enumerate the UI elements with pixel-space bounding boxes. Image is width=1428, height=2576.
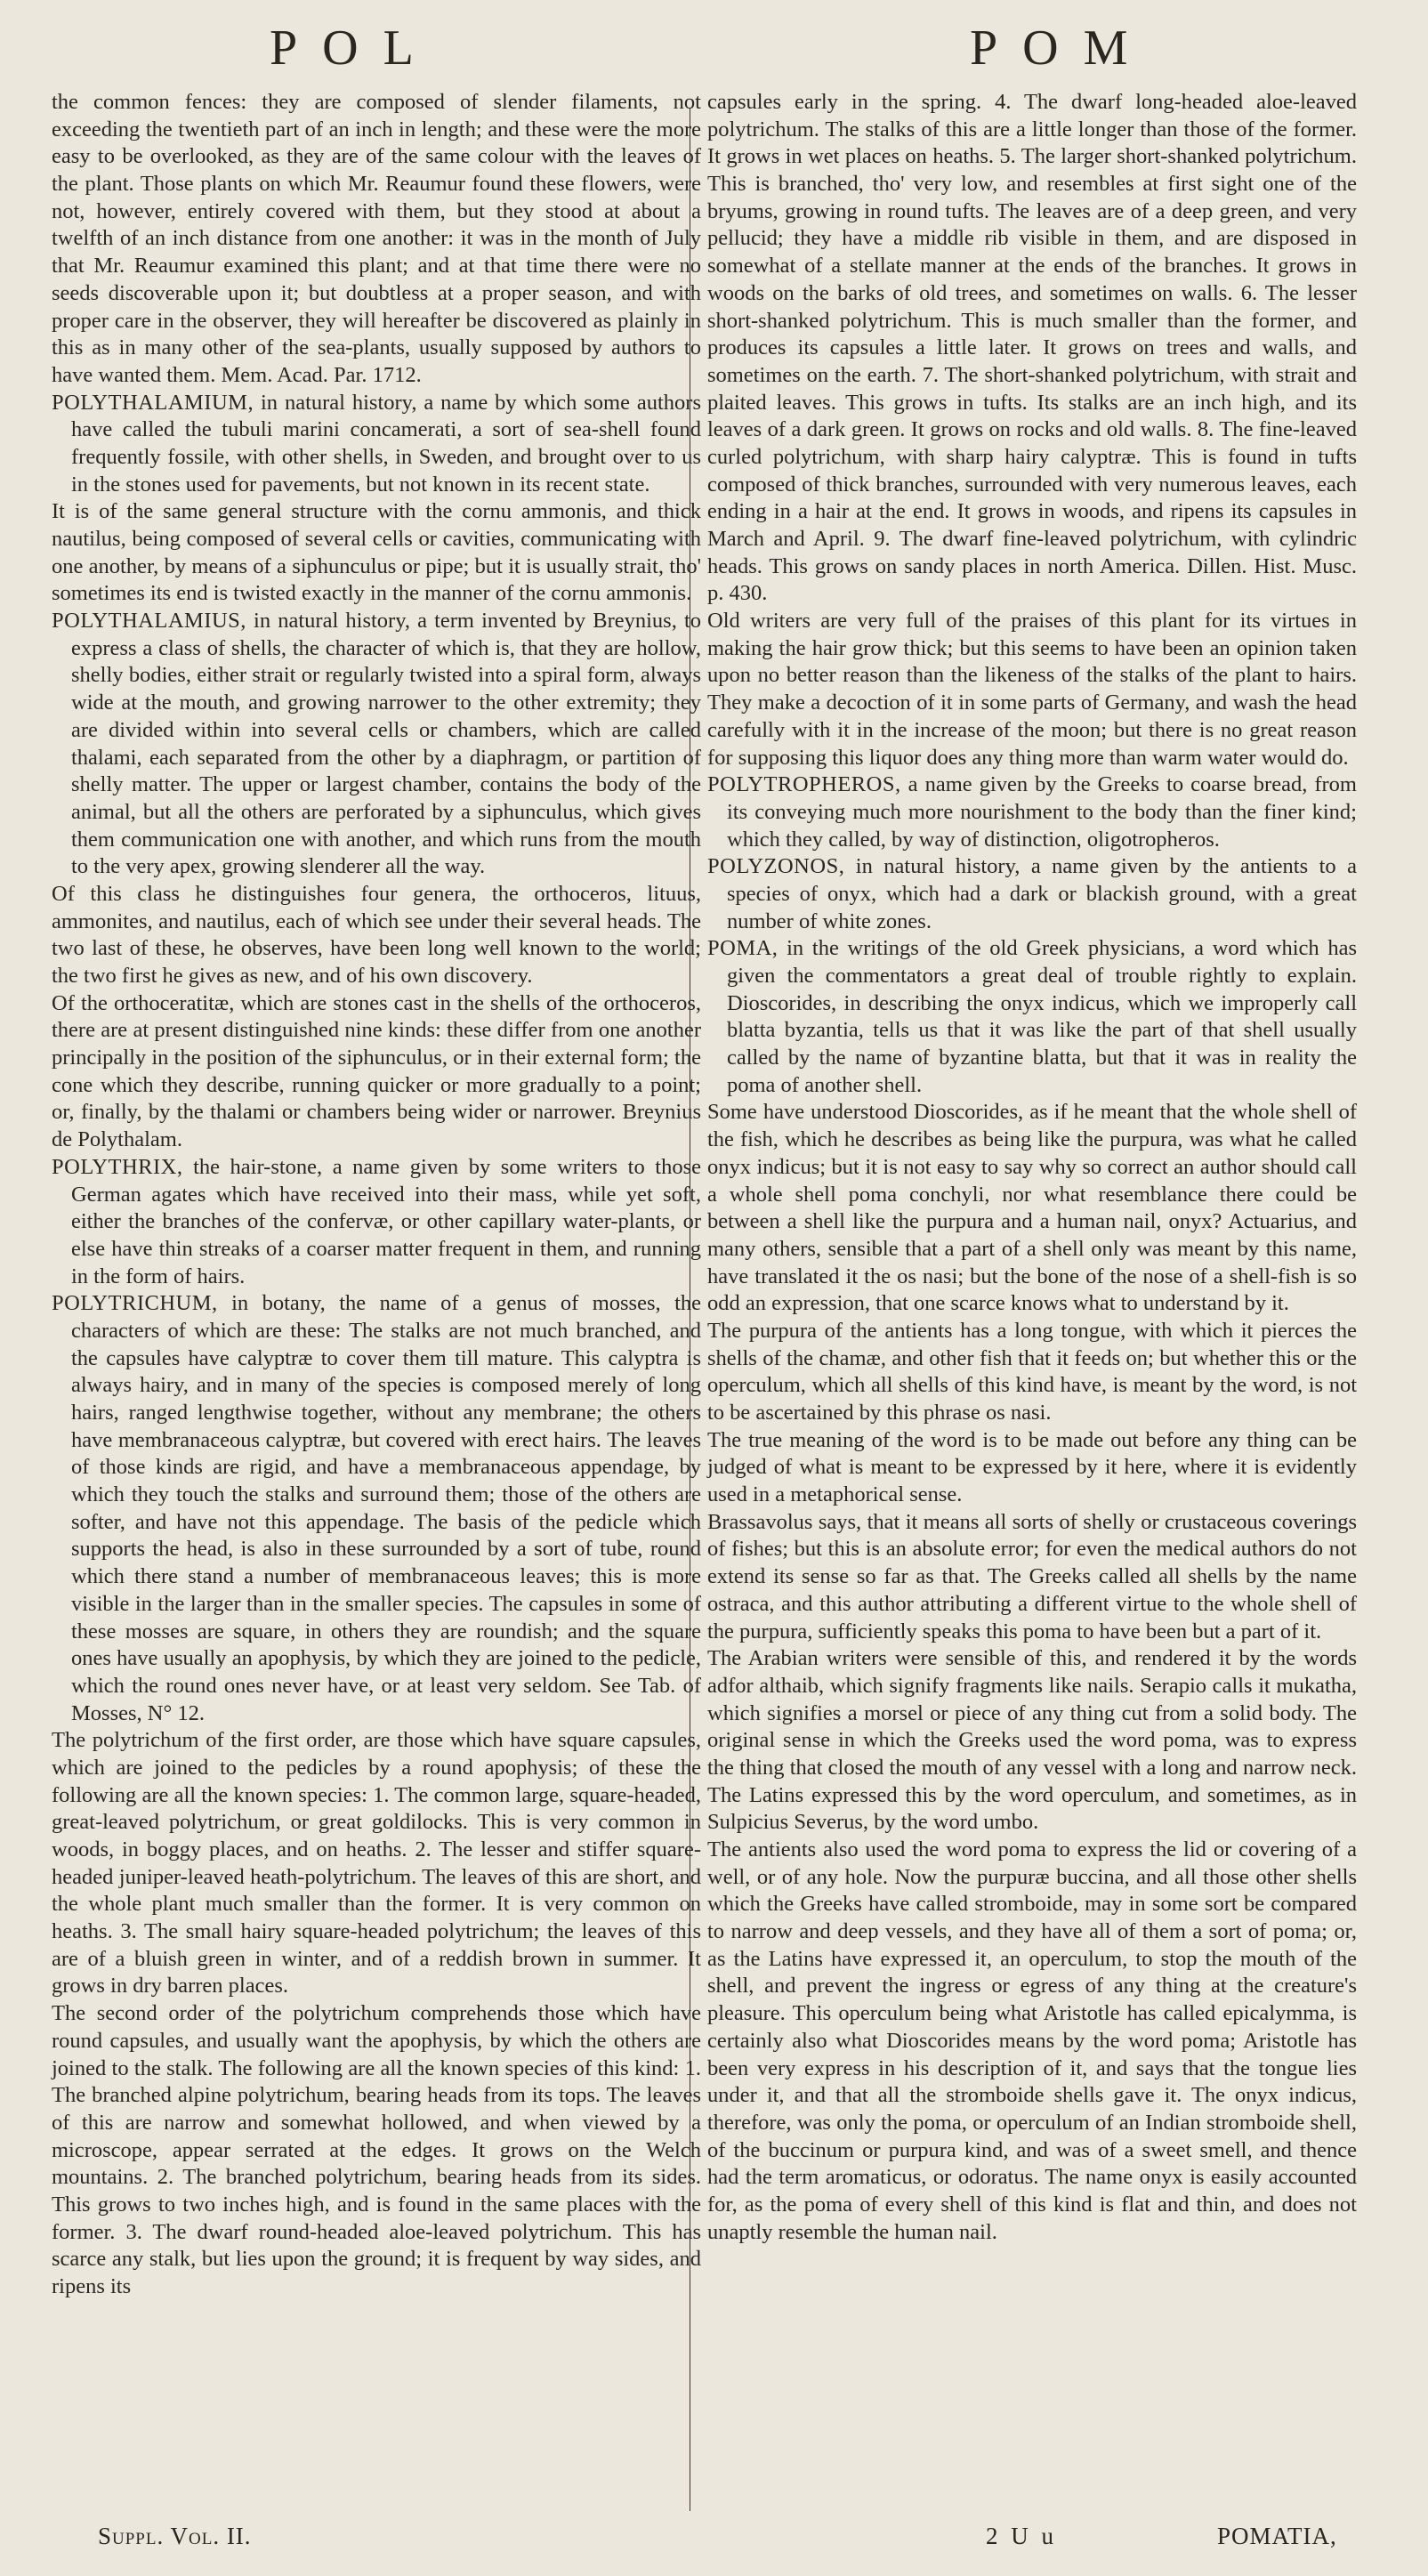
paragraph-text: Of this class he distinguishes four genera, the orthoceros, lituus, ammonites, and nautilus, each of which see under their several heads. The two last of these, he observes, have been long well known to the world; the two first he gives as new, and of his own discovery. (52, 881, 701, 988)
paragraph-text: Of the orthoceratitæ, which are stones cast in the shells of the orthoceros, there are at present distinguished nine kinds: these differ from one another principally in the position of the siphunculus, or in their external form; the cone which they describe, running quicker or more gradually to a point; or, finally, by the thalami or chambers being wider or narrower. Breynius de Polythalam. (52, 990, 701, 1152)
catchword: POMATIA, (1217, 2523, 1337, 2549)
dictionary-entry (52, 1154, 701, 1290)
dictionary-entry (52, 390, 701, 499)
paragraph (707, 608, 1357, 771)
left-column (52, 89, 701, 2301)
paragraph-text: in natural history, a name given by the antients to a species of onyx, which had a dark or blackish ground, with a great number of white zones. (727, 854, 1357, 933)
paragraph-text: It is of the same general structure with the cornu ammonis, and thick nautilus, being composed of several cells or cavities, communicating with one another, by means of a siphunculus or pipe; but it is usually strait, tho' sometimes its end is twisted exactly in the manner of the cornu ammonis. (52, 499, 701, 606)
entry-headword: POLYTROPHEROS, (707, 772, 901, 797)
paragraph (52, 990, 701, 1154)
paragraph-text: the hair-stone, a name given by some writers to those German agates which have received into their mass, while yet soft, either the branches of the confervæ, or other capillary water-plants, or else have thin streaks of a coarser matter frequent in them, and running in the form of hairs. (71, 1154, 701, 1288)
paragraph-text: in botany, the name of a genus of mosses, the characters of which are these: The stalks are not much branched, and the capsules have calyptræ to cover them till mature. This calyptra is always hairy, and in many of the species is composed merely of long hairs, ranged lengthwise together, without any membrane; the others have membranaceous calyptræ, but covered with erect hairs. The leaves of those kinds are rigid, and have a membranaceous appendage, by which they touch the stalks and surround them; those of the others are softer, and have not this appendage. The basis of the pedicle which supports the head, is also in these surrounded by a sort of tube, round which there stand a number of membranaceous leaves; this is more visible in the larger than in the smaller species. The capsules in some of these mosses are square, in others they are roundish; and the square ones have usually an apophysis, by which they are joined to the pedicle, which the round ones never have, or at least very seldom. See Tab. of Mosses, N° 12. (71, 1291, 701, 1725)
paragraph (52, 1727, 701, 2000)
paragraph-text: Brassavolus says, that it means all sorts of shelly or crustaceous coverings of fishes; but this is an absolute error; for even the medical authors do not extend its sense so far as that. The Greeks called all shells by the name ostraca, and this author attributing a different virtue to the whole shell of the purpura, sufficiently speaks this poma to have been but a part of it. (707, 1509, 1357, 1643)
paragraph (707, 89, 1357, 608)
paragraph (52, 881, 701, 990)
entry-headword: POLYZONOS, (707, 854, 845, 879)
dictionary-entry (52, 608, 701, 881)
volume-label: Suppl. Vol. II. (98, 2523, 252, 2549)
paragraph-text: The purpura of the antients has a long tongue, with which it pierces the shells of the chamæ, and other fish that it feeds on; but whether this or the operculum, which all shells of this kind have, is meant by the word, is not to be ascertained by this phrase os nasi. (707, 1318, 1357, 1425)
paragraph-text: The antients also used the word poma to express the lid or covering of a well, or of any hole. Now the purpuræ buccina, and all those other shells which the Greeks have called stromboide, may in some sort be compared to narrow and deep vessels, and they have all of them a sort of poma; or, as the Latins have expressed it, an operculum, to stop the mouth of the shell, and prevent the ingress or egress of any thing at the creature's pleasure. This operculum being what Aristotle has called epicalymma, is certainly also what Dioscorides means by the word poma; Aristotle has been very express in his description of it, and says that the tongue lies under it, and that all the stromboide shells gave it. The onyx indicus, therefore, was only the poma, or operculum of an Indian stromboide shell, of the buccinum or purpura kind, and was of a sweet smell, and thence had the term aromaticus, or odoratus. The name onyx is easily accounted for, as the poma of every shell of this kind is flat and thin, and does not unaptly resemble the human nail. (707, 1837, 1357, 2244)
entry-headword: POLYTRICHUM, (52, 1291, 218, 1316)
paragraph-text: The true meaning of the word is to be made out before any thing can be judged of what is meant to be expressed by it here, where it is evidently used in a metaphorical sense. (707, 1427, 1357, 1507)
paragraph-text: The Arabian writers were sensible of this, and rendered it by the words adfor althaib, which signify fragments like nails. Serapio calls it mukatha, which signifies a morsel or piece of any thing cut from a solid body. The original sense in which the Greeks used the word poma, was to express the thing that closed the mouth of any vessel with a long and narrow neck. The Latins expressed this by the word operculum, and sometimes, as in Sulpicius Severus, by the word umbo. (707, 1646, 1357, 1835)
running-head-left: POL (270, 20, 439, 76)
paragraph (707, 1509, 1357, 1645)
paragraph-text: the common fences: they are composed of slender filaments, not exceeding the twentieth part of an inch in length; and these were the more easy to be overlooked, as they are of the same colour with the leaves of the plant. Those plants on which Mr. Reaumur found these flowers, were not, however, entirely covered with them, but they stood at about a twelfth of an inch distance from one another: it was in the month of July that Mr. Reaumur examined this plant; and at that time there were no seeds discoverable upon it; but doubtless at a proper season, and with proper care in the observer, they will hereafter be discovered as plainly in this as in many other of the sea-plants, usually supposed by authors to have wanted them. Mem. Acad. Par. 1712. (52, 90, 701, 387)
paragraph (707, 1427, 1357, 1509)
signature-mark: 2 U u (986, 2523, 1057, 2549)
dictionary-entry (707, 771, 1357, 853)
dictionary-entry (52, 1290, 701, 1727)
paragraph-text: in natural history, a term invented by Breynius, to express a class of shells, the character of which is, that they are hollow, shelly bodies, either strait or regularly twisted into a spiral form, always wide at the mouth, and growing narrower to the other extremity; they are divided within into several cells or chambers, which are called thalami, each separated from the other by a diaphragm, or partition of shelly matter. The upper or largest chamber, contains the body of the animal, but all the others are perforated by a siphunculus, which gives them communication one with another, and which runs from the mouth to the very apex, growing slenderer all the way. (71, 609, 701, 879)
entry-headword: POLYTHRIX, (52, 1154, 183, 1179)
entry-headword: POLYTHALAMIUM, (52, 390, 254, 415)
paragraph (707, 1837, 1357, 2246)
paragraph-text: The polytrichum of the first order, are those which have square capsules, which are joined to the pedicles by a round apophysis; of these the following are all the known species: 1. The common large, square-headed, great-leaved polytrichum, or great goldilocks. This is very common in woods, in boggy places, and on heaths. 2. The lesser and stiffer square-headed juniper-leaved heath-polytrichum. The leaves of this are short, and the whole plant much smaller than the former. It is very common on heaths. 3. The small hairy square-headed polytrichum; the leaves of this are of a bluish green in winter, and of a reddish brown in summer. It grows in dry barren places. (52, 1728, 701, 1999)
dictionary-entry (707, 935, 1357, 1099)
paragraph-text: in natural history, a name by which some authors have called the tubuli marini concamerati, a sort of sea-shell found frequently fossile, with other shells, in Sweden, and brought over to us in the stones used for pavements, but not known in its recent state. (71, 390, 701, 497)
paragraph-text: The second order of the polytrichum comprehends those which have round capsules, and usually want the apophysis, by which the others are joined to the stalk. The following are all the known species of this kind: 1. The branched alpine polytrichum, bearing heads from its tops. The leaves of this are narrow and somewhat hollowed, and when viewed by a microscope, appear serrated at the edges. It grows on the Welch mountains. 2. The branched polytrichum, bearing heads from its sides. This grows to two inches high, and is found in the same places with the former. 3. The dwarf round-headed aloe-leaved polytrichum. This has scarce any stalk, but lies upon the ground; it is frequent by way sides, and ripens its (52, 2001, 701, 2298)
paragraph (52, 498, 701, 608)
paragraph-text: a name given by the Greeks to coarse bread, from its conveying much more nourishment to the body than the finer kind; which they called, by way of distinction, oligotropheros. (727, 772, 1357, 852)
paragraph-text: Old writers are very full of the praises of this plant for its virtues in making the hair grow thick; but this seems to have been an opinion taken upon no better reason than the likeness of the stalks of the plant to hairs. They make a decoction of it in some parts of Germany, and wash the head carefully with it in the increase of the moon; but there is no great reason for supposing this liquor does any thing more than warm water would do. (707, 609, 1357, 770)
right-column (707, 89, 1357, 2246)
entry-headword: POLYTHALAMIUS, (52, 609, 246, 634)
paragraph (707, 1318, 1357, 1427)
paragraph (707, 1645, 1357, 1837)
paragraph (52, 89, 701, 390)
paragraph-text: Some have understood Dioscorides, as if he meant that the whole shell of the fish, which he describes as being like the purpura, was what he called onyx indicus; but it is not easy to say why so correct an author should call a whole shell poma conchyli, nor what resemblance there could be between a shell like the purpura and a human nail, onyx? Actuarius, and many others, sensible that a part of a shell only was meant by this name, have translated it the os nasi; but the bone of the nose of a shell-fish is so odd an expression, that one scarce knows what to understand by it. (707, 1100, 1357, 1316)
paragraph (52, 2000, 701, 2301)
paragraph-text: capsules early in the spring. 4. The dwarf long-headed aloe-leaved polytrichum. The stalks of this are a little longer than those of the former. It grows in wet places on heaths. 5. The larger short-shanked polytrichum. This is branched, tho' very low, and resembles at first sight one of the bryums, growing in round tufts. The leaves are of a deep green, and very pellucid; they have a middle rib visible in them, and are disposed in somewhat of a stellate manner at the ends of the branches. It grows in woods on the barks of old trees, and sometimes on walls. 6. The lesser short-shanked polytrichum. This is much smaller than the former, and produces its capsules a little later. It grows on trees and walls, and sometimes on the earth. 7. The short-shanked polytrichum, with strait and plaited leaves. This grows in tufts. Its stalks are an inch high, and its leaves of a dark green. It grows on rocks and old walls. 8. The fine-leaved curled polytrichum, with sharp hairy calyptræ. This is found in tufts composed of thick branches, surrounded with very numerous leaves, each ending in a hair at the end. It grows in woods, and ripens its capsules in March and April. 9. The dwarf fine-leaved polytrichum, with cylindric heads. This grows on sandy places in north America. Dillen. Hist. Musc. p. 430. (707, 90, 1357, 606)
dictionary-entry (707, 853, 1357, 935)
paragraph-text: in the writings of the old Greek physicians, a word which has given the commentators a great deal of trouble rightly to explain. Dioscorides, in describing the onyx indicus, which we improperly call blatta byzantia, tells us that it was like the part of that shell usually called by the name of byzantine blatta, but that it was in reality the poma of another shell. (727, 936, 1357, 1097)
entry-headword: POMA, (707, 936, 779, 961)
running-head-right: POM (970, 20, 1153, 76)
paragraph (707, 1099, 1357, 1318)
